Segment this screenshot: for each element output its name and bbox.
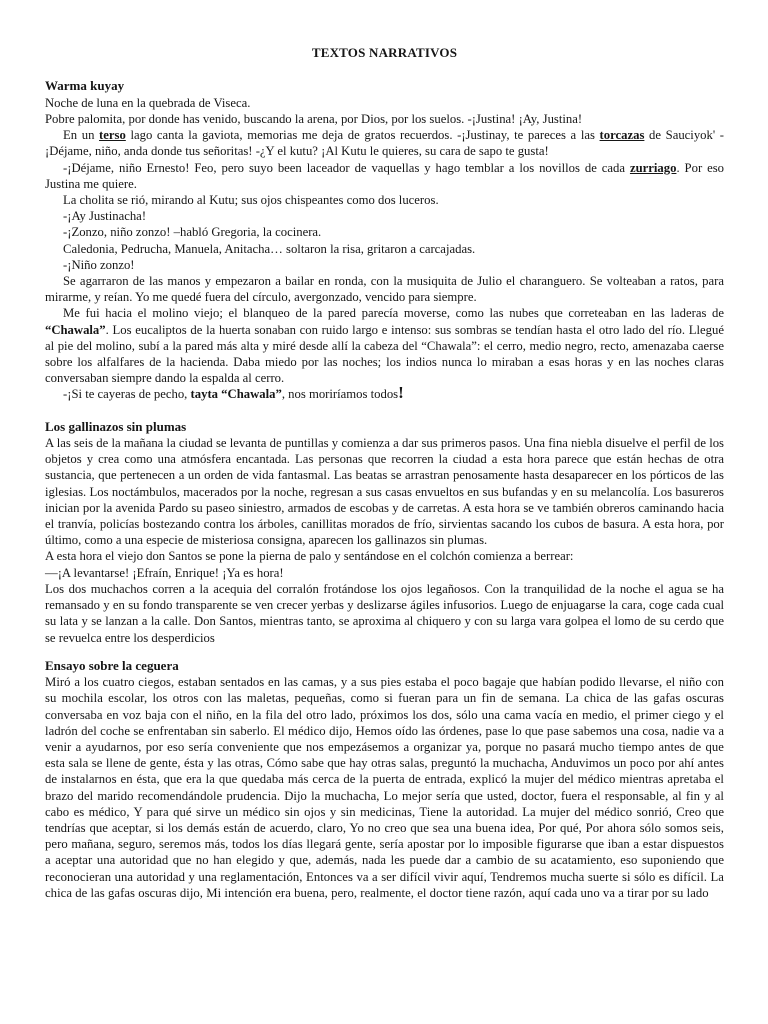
spacer [45,646,724,658]
section-gallinazos [45,419,724,646]
dialogue-line: -¡Si te cayeras de pecho, tayta “Chawala”, nos moriríamos todos! [63,383,404,403]
paragraph: Noche de luna en la quebrada de Viseca. [45,95,251,110]
underlined-word: torcazas [599,128,645,143]
paragraph: Caledonia, Pedrucha, Manuela, Anitacha… soltaron la risa, gritaron a carcajadas. [63,241,476,256]
section-title: Ensayo sobre la ceguera [45,657,179,673]
dialogue-line: -¡Zonzo, niño zonzo! –habló Gregoria, la cocinera. [63,225,322,240]
paragraph: -¡Déjame, niño Ernesto! Feo, pero suyo been laceador de vaquellas y hago temblar a los novillos de cada zurriago. Por eso Justina me quiere. [45,160,724,191]
paragraph: Se agarraron de las manos y empezaron a bailar en ronda, con la musiquita de Julio el charanguero. Se volteaban a ratos, para mirarme, y reían. Yo me quedé fuera del círculo, avergonzado, vencido para siempre. [45,273,724,305]
paragraph: A las seis de la mañana la ciudad se levanta de puntillas y comienza a dar sus primeros pasos. Una fina niebla disuelve el perfil de los objetos y crea como una atmósfera encantada. Las personas que recorren la ciudad a esta hora parece que están hechas de otra sustancia, que pertenecen a un orden de vida fantasmal. Las beatas se arrastran penosamente hasta desaparecer en los pórticos de las iglesias. Los noctámbulos, macerados por la noche, regresan a sus casas envueltos en sus bufandas y en su melancolía. Los basureros inician por la avenida Pardo su paseo siniestro, armados de escobas y de carretas. A esta hora se ve también obreros caminando hacia el tranvía, policías bostezando contra los árboles, canillitas morados de frío, sirvientas sacando los cubos de basura. A esta hora, por último, como a una especie de misteriosa consigna, aparecen los gallinazos sin plumas. [45,436,724,548]
bold-text: “Chawala” [45,322,106,337]
bold-text: tayta “Chawala” [190,387,282,402]
section-ensayo-ceguera [45,658,724,901]
paragraph: Miró a los cuatro ciegos, estaban sentados en las camas, y a sus pies estaba el poco bagaje que habían podido llevarse, el niño con su mochila escolar, los otros con las maletas, pequeñas, como si fueran para un fin de semana. La chica de las gafas oscuras conversaba en voz baja con el niño, en la fila del otro lado, próximos los dos, sólo una cama vacía en medio, el primer ciego y el ladrón del coche se enfrentaban sin saberlo. El médico dijo, Hemos oído las órdenes, pase lo que pase sabemos una cosa, nadie va a venir a ayudarnos, por eso sería conveniente que nos empezásemos a organizar ya, porque no pasará mucho tiempo antes de que esta sala se llene de gente, ésta y las otras, Cómo sabe que hay otras salas, preguntó la muchacha, Anduvimos un poco por ahí antes de instalarnos en ésta, que era la que quedaba más cerca de la puerta de entrada, explicó la mujer del médico mientras apretaba el brazo del marido recomendándole prudencia. Dijo la muchacha, Lo mejor sería que usted, doctor, fuera el responsable, al fin y al cabo es médico, Y para qué sirve un médico sin ojos y sin medicinas, Tiene la autoridad. La mujer del médico sonrió, Creo que tendrías que aceptar, si los demás están de acuerdo, claro, Yo no creo que sea una buena idea, Por qué, Por ahora sólo somos seis, pero mañana, seguro, seremos más, todos los días llegará gente, sería apostar por lo imposible figurarse que iban a estar dispuestos a aceptar una autoridad que no han elegido y que, además, nada les puede dar a cambio de su acatamiento, eso suponiendo que reconocieran una autoridad y una reglamentación, Entonces va a ser difícil vivir aquí, Tendremos mucha suerte si sólo es difícil. La chica de las gafas oscuras dijo, Mi intención era buena, pero, realmente, el doctor tiene razón, aquí cada uno va a tirar por su lado [45,675,724,900]
dialogue-line: -¡Ay Justinacha! [63,209,147,224]
paragraph: Los dos muchachos corren a la acequia del corralón frotándose los ojos legañosos. Con la tranquilidad de la noche el agua se ha remansado y en su fondo transparente se ven crecer yerbas y deslizarse ágiles infusorios. Luego de enjuagarse la cara, coge cada cual su lata y se lanzan a la calle. Don Santos, mientras tanto, se aproxima al chiquero y con su larga vara golpea el lomo de su cerdo que se revuelca entre los desperdicios [45,581,724,645]
paragraph: Pobre palomita, por donde has venido, buscando la arena, por Dios, por los suelos. -¡Justina! ¡Ay, Justina! [45,111,583,126]
paragraph: La cholita se rió, mirando al Kutu; sus ojos chispeantes como dos luceros. [63,192,439,207]
paragraph: Me fui hacia el molino viejo; el blanqueo de la pared parecía moverse, como las nubes que correteaban en las laderas de “Chawala”. Los eucaliptos de la huerta sonaban con ruido largo e intenso: sus sombras se tendían hasta el otro lado del río. Llegué al pie del molino, subí a la pared más alta y miré desde allí la cabeza del “Chawala”: el cerro, medio negro, recto, amenazaba caerse sobre los alfalfares de la hacienda. Daba miedo por las noches; los indios nunca lo miraban a esas horas y en las noches claras conversaban siempre dando la espalda al cerro. [45,306,724,386]
section-title: Los gallinazos sin plumas [45,418,187,434]
paragraph: A esta hora el viejo don Santos se pone la pierna de palo y sentándose en el colchón comienza a berrear: [45,549,574,564]
dialogue-line: —¡A levantarse! ¡Efraín, Enrique! ¡Ya es hora! [45,565,284,580]
spacer [45,403,724,419]
paragraph: En un terso lago canta la gaviota, memorias me deja de gratos recuerdos. -¡Justinay, te pareces a las torcazas de Sauciyok' -¡Déjame, niño, anda donde tus señoritas! -¿Y el kutu? ¡Al Kutu le quieres, su cara de sapo te gusta! [45,128,724,159]
section-warma-kuyay [45,78,724,402]
underlined-word: terso [99,128,126,143]
underlined-word: zurriago [629,160,677,175]
section-title: Warma kuyay [45,78,125,94]
dialogue-line: -¡Niño zonzo! [63,257,135,272]
document-title: TEXTOS NARRATIVOS [311,45,458,60]
